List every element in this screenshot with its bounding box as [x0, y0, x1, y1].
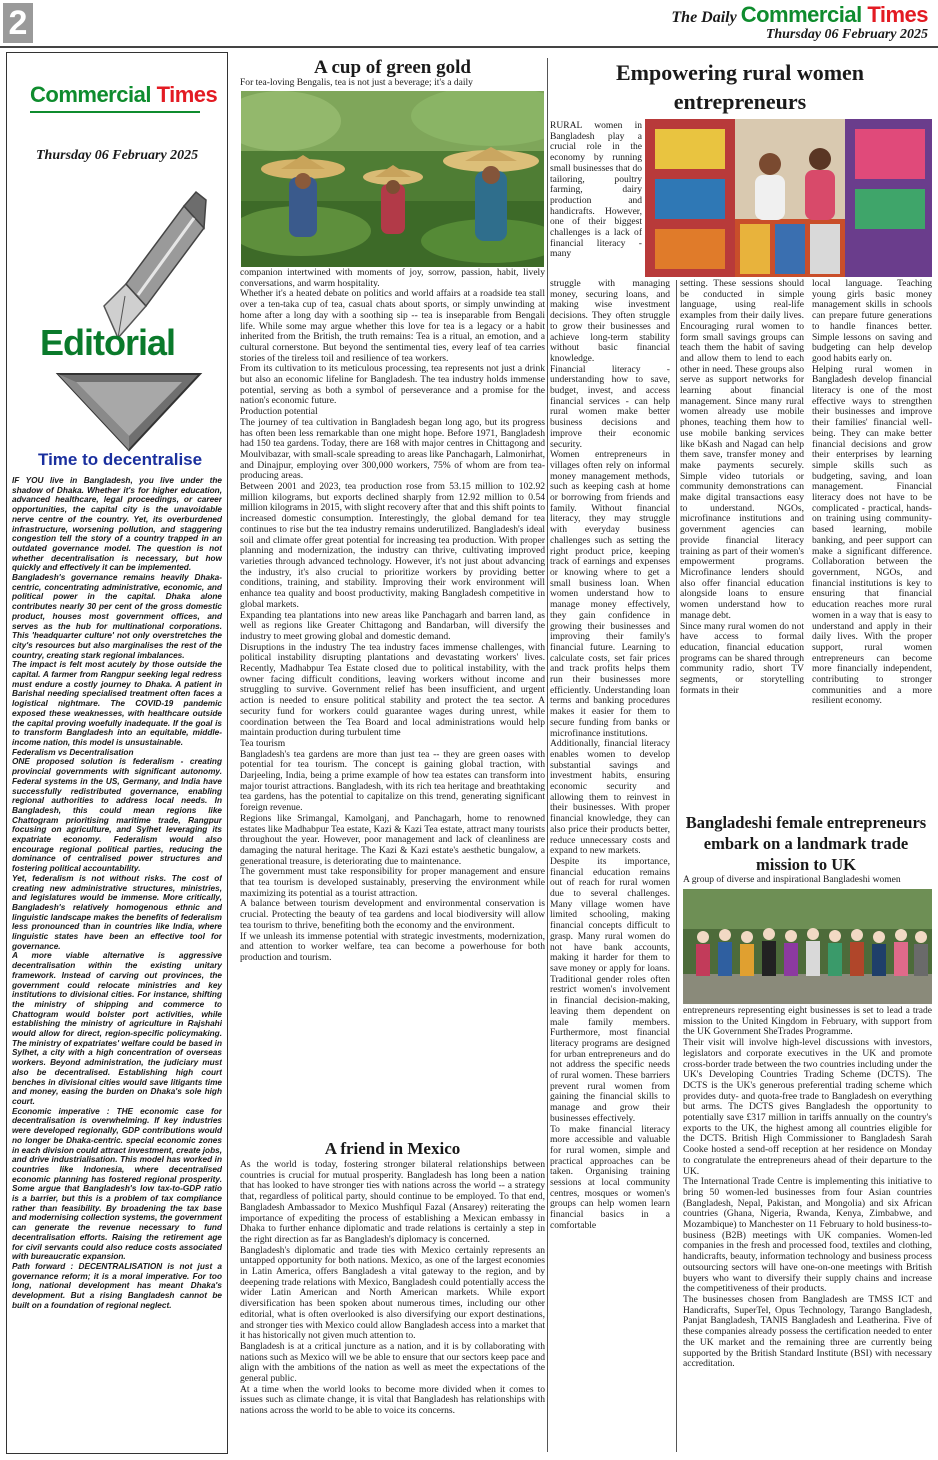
- tea-paragraph: Between 2001 and 2023, tea production rose from 53.15 million to 102.92 million kilograms, but exports declined sharply from 12.92 million to 0.54 million kilograms in 2015, with slight recovery after that and this shift points to increased domestic consumption. Interestingly, the global demand for tea continues to rise but the tea industry remains underutilized. Bangladesh's ideal soil and climate offer great potential for increasing tea production. With proper planning and modernization, the industry can thrive, cultivating improved varieties through advanced technology. However, it's not just about advancing the industry, it's also crucial to prioritize workers by providing better conditions, training, and stability. Improving their work environment will enhance tea quality and boost productivity, making Bangladesh competitive in global markets.: [240, 481, 545, 610]
- rural-paragraph: setting. These sessions should be conducted in simple language, using real-life examples from their daily lives. Encouraging rural women to form small savings groups can teach them the habit of saving and allow them to lend to each other in need. These groups also serve as support networks for learning about financial management. Since many rural women already use mobile phones, teaching them how to use mobile banking services like bKash and Nagad can help them save, transfer money and make payments securely. Simple video tutorials or community demonstrations can make digital transactions easy to understand. NGOs, microfinance institutions and government agencies can provide financial literacy training as part of their women's empowerment programs. Microfinance lenders should also offer financial education alongside loans to ensure women understand how to manage debt.: [680, 279, 804, 621]
- tea-paragraph: If we unleash its immense potential with strategic investments, modernization, and attention to worker welfare, tea can become a powerhouse for both production and tourism.: [240, 930, 545, 963]
- editorial-date: Thursday 06 February 2025: [36, 148, 199, 163]
- rural-paragraph: Women entrepreneurs in villages often rely on informal money management methods, such as keeping cash at home or borrowing from friends and family. Without financial literacy, they may struggle with everyday business challenges such as setting the right product price, keeping track of earnings and expenses or knowing where to get a small business loan. When women understand how to manage money effectively, they gain confidence in growing their businesses and improving their family's financial future. Learning to calculate costs, set fair prices and track profits helps them run their businesses more efficiently. Understanding loan terms and banking procedures makes it easier for them to secure funding from banks or microfinance institutions.: [550, 449, 670, 739]
- uk-article-intro: A group of diverse and inspirational Bangladeshi women: [683, 874, 901, 885]
- uk-paragraph: The businesses chosen from Bangladesh are TMSS ICT and Handicrafts, SuperTel, Opus Technology, Tarango Bangladesh, Panjat Bangladesh, TANIS Bangladesh and Leatherina. Five of these companies already possess the certification needed to enter the UK market and the remaining three are currently being supported by the British Standard Institute (BSI) with necessary accreditation.: [683, 1293, 932, 1370]
- header-date: Thursday 06 February 2025: [765, 27, 928, 42]
- mexico-paragraph: As the world is today, fostering stronger bilateral relationships between countries is crucial for mutual prosperity. Bangladesh has long been a nation that has looked to have stronger ties with nations across the world -- a strategy that, regardless of political party, should continue to be employed. To that end, Bangladesh Ambassador to Mexico Mushfiqul Fazal (Ansarey) reiterating the importance of expediting the process of establishing a Mexican embassy in Dhaka to further enhance diplomatic and trade relations is certainly a step in the right direction as far as Bangladesh's diplomacy is concerned.: [240, 1160, 545, 1245]
- rural-column-2: [680, 279, 804, 807]
- tea-paragraph: Disruptions in the industry The tea industry faces immense challenges, with political instability disrupting plantations and devastating workers' lives. Recently, Madhabpur Tea Estate closed due to political instability, with the owner facing difficult conditions, leaving workers without income and struggling to survive. Government relief has been insufficient, and urgent action is needed to ensure political stability and protect the tea sector. A security fund for workers could guarantee wages during unrest, while coordination between the Tea Board and local administrations would help maintain production during turbulent time: [240, 641, 545, 739]
- mexico-article-title: A friend in Mexico: [324, 1139, 461, 1158]
- uk-paragraph: The International Trade Centre is implementing this initiative to bring 50 women-led businesses from four Asian countries (Bangladesh, Nepal, Pakistan, and Mongolia) and six African countries (Ghana, Nigeria, Rwanda, Kenya, Zimbabwe, and Mozambique) to Manchester on 11 February to hold business-to-business (B2B) meetings with UK companies. Women-led companies in the fresh and processed food, textiles and clothing, handicrafts, beauty, information technology and business process outsourcing sectors will have one-on-one meetings with British buyers who want to diversify their supply chains and increase the competitiveness of their products.: [683, 1176, 932, 1295]
- tea-paragraph: Bangladesh's tea gardens are more than just tea -- they are green oases with potential for tea tourism. The concept is gaining global traction, with Darjeeling, India, being a prime example of how tea estates can transform into major tourist attractions. Bangladesh, with its rich tea heritage and breathtaking tea gardens, has the potential to capitalize on this trend, generating significant foreign revenue.: [240, 748, 545, 814]
- uk-article-body: [683, 1006, 932, 1454]
- uk-paragraph: Their visit will involve high-level discussions with investors, legislators and corporate executives in the UK and promote cross-border trade between the two countries including under the UK's Developing Countries Trading Scheme (DCTS). The DCTS is the UK's generous preferential trading scheme which provides duty- and quota-free trade to Bangladesh on everything but arms. The DCTS gives Bangladesh the opportunity to potentially save £317 million in tariffs annually on the country's exports to the UK, the highest among all countries eligible for the DCTS. British High Commissioner to Bangladesh Sarah Cooke hosted a send-off reception at her residence on Monday to congratulate the entrepreneurs ahead of their departure to the UK.: [683, 1037, 932, 1177]
- rural-paragraph: Additionally, financial literacy enables women to develop substantial savings and investment habits, ensuring economic security and allowing them to reinvest in their businesses. With proper financial knowledge, they can also price their products better, reduce unnecessary costs and expand to new markets.: [550, 738, 670, 857]
- rural-paragraph: To make financial literacy more accessible and valuable for rural women, simple and practical approaches can be taken. Organising training sessions at local community centres, mosques or women's groups can help women learn financial basics in a comfortable: [550, 1123, 670, 1231]
- tea-paragraph: A balance between tourism development and environmental conservation is crucial. Protecting the beauty of tea gardens and local biodiversity will allow tea tourism to thrive, benefiting both the economy and the environment.: [240, 898, 545, 931]
- editorial-body: [12, 476, 222, 1451]
- tea-paragraph: The journey of tea cultivation in Bangladesh began long ago, but its progress has often been less remarkable than one might hope. Before 1971, Bangladesh had 150 tea gardens. Today, there are 168 with major centres in Chittagong and Moulvibazar, with small-scale spreading to areas like Panchagarh, Lalmonirhat, and Dinajpur, employing over 300,000 workers, 75% of whom are from tea-producing areas.: [240, 416, 545, 482]
- column-divider: [676, 280, 677, 1452]
- editorial-paragraph: IF YOU live in Bangladesh, you live under the shadow of Dhaka. Whether it's for higher education, advanced healthcare, legal proceedings, or career opportunities, the capital city is the unavoidable nerve centre of the country. Yet, its overburdened infrastructure, worsening pollution, and staggering congestion tell the story of a country trapped in an outdated governance model. The question is not whether decentralisation is necessary, but how quickly and effectively it can be implemented.: [12, 476, 222, 573]
- editorial-logo-a: Commercial: [30, 82, 151, 107]
- editorial-logo: [30, 82, 217, 108]
- masthead-name-a: Commercial: [740, 2, 862, 27]
- editorial-paragraph: Yet, federalism is not without risks. The cost of creating new administrative structures, ministries, and legislatures would be immense. More critically, Bangladesh's relatively homogenous ethnic and linguistic landscape makes the benefits of federalism less pronounced than in countries like India, where linguistic states have been an effective tool for governance.: [12, 873, 222, 951]
- masthead-name-b: Times: [867, 2, 928, 27]
- header-rule: [0, 46, 938, 48]
- tea-paragraph: companion intertwined with moments of joy, sorrow, passion, habit, lively conversations, and warm hospitality.: [240, 268, 545, 289]
- mexico-article-body: [240, 1160, 545, 1452]
- column-divider: [547, 58, 548, 1452]
- page-number: 2: [3, 3, 33, 43]
- rural-paragraph: struggle with managing money, securing loans, and making wise investment decisions. They often struggle to grow their businesses and achieve long-term stability without basic financial knowledge.: [550, 279, 670, 364]
- tea-paragraph: Whether it's a heated debate on politics and world affairs at a roadside tea stall over a ten-taka cup of tea, casual chats about sports, or simply unwinding at home after a long day with a soothing sip -- tea is inseparable from Bengali life. While some may argue whether this love for tea is a legacy or a habit inherited from the British, the truth remains: Tea is a ritual, an emotion, and a cultural cornerstone. But beyond the sentimental ties, every leaf of tea carries stories of the tireless toil and resilience of tea workers.: [240, 288, 545, 364]
- tea-article-intro: For tea-loving Bengalis, tea is not just a beverage; it's a daily: [240, 77, 473, 88]
- textile-stall-photo: [645, 119, 932, 277]
- rural-column-1-top: RURAL women in Bangladesh play a crucial role in the economy by running small businesses that do tailoring, poultry farming, dairy production and handicrafts. However, one of their biggest challenges is a lack of financial literacy - many: [550, 121, 642, 260]
- rural-paragraph: local language. Teaching young girls basic money management skills in schools can prepare future generations to handle finances better. Simple lessons on saving and budgeting can help develop good habits early on.: [812, 279, 932, 364]
- tea-subhead: Production potential: [240, 406, 318, 418]
- editorial-paragraph: ONE proposed solution is federalism - creating provincial governments with significant autonomy. Federal systems in the US, Germany, and India have successfully redistributed governance, enabling regional authorities to address local needs. In Bangladesh, this could mean regions like Chattogram prioritising maritime trade, Rangpur focusing on agriculture, and Sylhet leveraging its expatriate economy. Federalism would also encourage regional political parties, reducing the dominance of centralised power structures and fostering political accountability.: [12, 757, 222, 874]
- editorial-label: Editorial: [40, 322, 176, 363]
- editorial-logo-b: Times: [156, 82, 218, 107]
- mexico-paragraph: Bangladesh's diplomatic and trade ties with Mexico certainly represents an untapped opportunity for both nations. Mexico, as one of the largest economies in Latin America, offers Bangladesh a vital gateway to the region, and by deepening trade relations with Mexico, Bangladesh could potentially access the wider Latin American and North American markets. While export diversification has been spoken about numerous times, including our other editorial, what is often overlooked is also diversifying our export destinations, and stronger ties with Mexico could allow Bangladesh access into a market that it has historically not given much attention to.: [240, 1244, 545, 1342]
- logo-underline: [30, 111, 200, 113]
- fountain-pen-icon: [98, 188, 208, 338]
- tea-paragraph: Regions like Srimangal, Kamolganj, and Panchagarh, home to renowned estates like Madhabpur Tea estate, Kazi & Kazi Tea estate, attract many tourists throughout the year. However, poor management and lack of cleanliness are damaging the natural heritage. The Kazi & Kazi estate's aesthetic bungalow, a generational treasure, is deteriorating due to maintenance.: [240, 812, 545, 867]
- rural-article-title: Empowering rural women entrepreneurs: [615, 60, 865, 114]
- mexico-paragraph: Bangladesh is at a critical juncture as a nation, and it is by collaborating with nations such as Mexico will we be able to ensure that our sectors keep pace and align with the ambitions of the nation as well as meet the expectations of the general public.: [240, 1340, 545, 1385]
- uk-paragraph: entrepreneurs representing eight businesses is set to lead a trade mission to the United Kingdom in February, with support from the UK Government SheTrades Programme.: [683, 1006, 932, 1038]
- editorial-paragraph: A more viable alternative is aggressive decentralisation within the existing unitary framework. Instead of carving out provinces, the government could relocate ministries and key institutions to divisional cities. For instance, shifting the ministry of shipping and commerce to Chattogram would bolster port activities, while establishing the ministry of agriculture in Rajshahi would allow for direct, region-specific policymaking. The ministry of expatriates' welfare could be based in Sylhet, a city with a high concentration of overseas workers. Beyond administration, the judiciary must also be decentralised. Establishing high court benches in divisional cities would save litigants time and money, easing the burden on Dhaka's sole high court.: [12, 951, 222, 1106]
- tea-subhead: Tea tourism: [240, 737, 286, 749]
- down-arrow-icon: [54, 372, 204, 452]
- rural-paragraph: Helping rural women in Bangladesh develop financial literacy is one of the most effective ways to strengthen their businesses and improve their families' financial well-being. They can make better financial decisions and grow their enterprises by learning simple skills such as budgeting, saving, and loan management. Financial literacy does not have to be complicated - practical, hands-on training using community-based learning, mobile banking, and peer support can make a significant difference. Collaboration between the government, NGOs, and financial institutions is key to ensuring that financial education reaches more rural women in a way that is easy to understand and apply in their daily lives. With the proper support, rural women entrepreneurs can become more financially independent, contributing to stronger communities and a more resilient economy.: [812, 363, 932, 707]
- rural-paragraph: Despite its importance, financial education remains out of reach for rural women due to several challenges. Many village women have limited schooling, making financial concepts difficult to grasp. Many rural women do not have bank accounts, making it harder for them to save money or apply for loans. Traditional gender roles often restrict women's involvement in financial decision-making, leaving them dependent on male family members. Furthermore, most financial literacy programs are designed for urban entrepreneurs and do not address the specific needs of rural women. These barriers prevent rural women from gaining the financial skills to manage and grow their businesses effectively.: [550, 855, 670, 1124]
- editorial-headline: Time to decentralise: [38, 450, 203, 469]
- group-photo: [683, 889, 932, 1004]
- masthead-the: The Daily: [671, 9, 737, 26]
- tea-paragraph: From its cultivation to its meticulous processing, tea represents not just a drink but also an economic lifeline for Bangladesh. The tea industry holds immense potential, serving as both a symbol of perseverance and a promise for the nation's economic future.: [240, 363, 545, 407]
- editorial-paragraph: Economic imperative : THE economic case for decentralisation is overwhelming. If key industries were developed regionally, GDP contributions would no longer be Dhaka-centric. special economic zones in each division could attract investment, create jobs, and drive industrialisation. This model has worked in countries like Indonesia, where decentralised economic planning has fostered regional prosperity. Some argue that Bangladesh's low tax-to-GDP ratio is a barrier, but this is a problem of tax compliance rather than feasibility. By broadening the tax base and modernising collection systems, the government can generate the revenue necessary to fund decentralisation efforts. Raising the retirement age for civil servants could also reduce costs associated with bureaucratic expansion.: [12, 1106, 222, 1262]
- tea-article-title: A cup of green gold: [314, 57, 471, 78]
- rural-paragraph: Financial literacy - understanding how to save, budget, invest, and access financial services - can help rural women make better business decisions and improve their economic security.: [550, 363, 670, 450]
- rural-column-1: [550, 279, 670, 1454]
- tea-paragraph: The government must take responsibility for proper management and ensure that tea tourism is developed sustainably, preserving the environment while maximizing its potential as a tourist attraction.: [240, 866, 545, 899]
- tea-article-body: [240, 268, 545, 1132]
- editorial-paragraph: The impact is felt most acutely by those outside the capital. A farmer from Rangpur seeking legal redress must endure a costly journey to Dhaka. A patient in Barishal needing specialised treatment often faces a logistical nightmare. The COVID-19 pandemic exposed these weaknesses, with healthcare outside the capital proving woefully inadequate. If the goal is to transform Bangladesh into an equitable, middle-income nation, this model is unsustainable.: [12, 660, 222, 747]
- editorial-paragraph: Path forward : DECENTRALISATION is not just a governance reform; it is a moral imperative. For too long, national development has meant Dhaka's development. But a rising Bangladesh cannot be built on a foundation of regional neglect.: [12, 1261, 222, 1310]
- masthead-name: [741, 2, 928, 27]
- uk-article-title: Bangladeshi female entrepreneurs embark on a landmark trade mission to UK: [685, 813, 927, 874]
- masthead: [671, 2, 928, 28]
- mexico-paragraph: At a time when the world looks to become more divided when it comes to issues such as climate change, it is vital that Bangladesh has relationships with nations across the world to be able to voice its concerns.: [240, 1383, 545, 1417]
- tea-pickers-photo: [241, 91, 544, 267]
- rural-column-3: [812, 279, 932, 807]
- rural-paragraph: Since many rural women do not have access to formal education, financial education programs can be shared through community radio, short TV segments, or storytelling formats in their: [680, 620, 804, 696]
- editorial-subhead: Federalism vs Decentralisation: [12, 747, 134, 757]
- editorial-paragraph: Bangladesh's governance remains heavily Dhaka-centric, concentrating administrative, economic, and political power in the capital. Dhaka alone contributes nearly 30 per cent of the gross domestic product, houses most government offices, and serves as the hub for multinational corporations. This 'headquarter culture' not only overstretches the city's resources but also marginalises the rest of the country, creating stark regional imbalances.: [12, 573, 222, 660]
- tea-paragraph: Expanding tea plantations into new areas like Panchagarh and barren land, as well as regions like Greater Chittagong and Bandarban, will diversify the industry to meet growing global and domestic demand.: [240, 609, 545, 642]
